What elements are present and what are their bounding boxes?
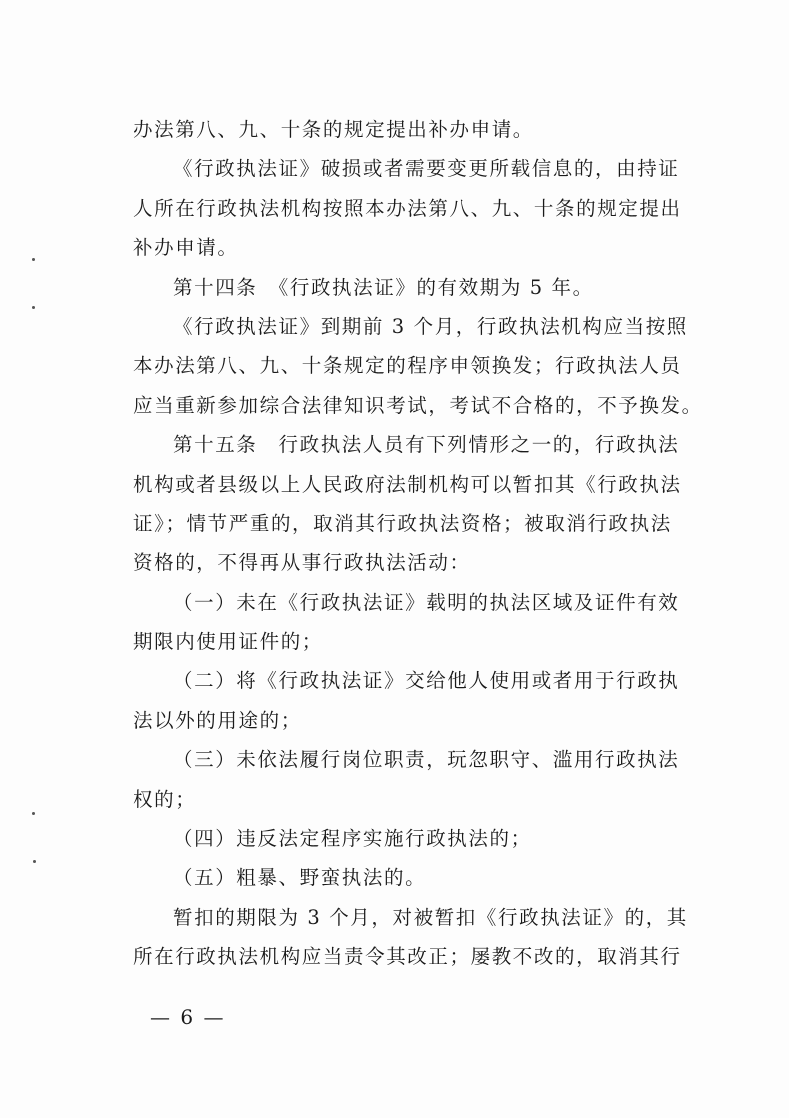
list-item-3: （三）未依法履行岗位职责，玩忽职守、滥用行政执法 (173, 748, 680, 772)
scan-speck (32, 306, 35, 309)
text-line: 所在行政执法机构应当责令其改正；屡教不改的，取消其行 (133, 945, 682, 969)
text-line: 《行政执法证》破损或者需要变更所载信息的，由持证 (173, 157, 680, 181)
scan-speck (32, 812, 35, 815)
scan-speck (33, 860, 36, 863)
text-line: 人所在行政执法机构按照本办法第八、九、十条的规定提出 (133, 196, 682, 220)
text-line: 《行政执法证》到期前 3 个月，行政执法机构应当按照 (173, 314, 688, 338)
article-14-heading-line: 第十四条 《行政执法证》的有效期为 5 年。 (173, 275, 594, 299)
text-line: 期限内使用证件的； (133, 630, 323, 654)
text-line: 资格的，不得再从事行政执法活动： (133, 551, 471, 575)
list-item-2: （二）将《行政执法证》交给他人使用或者用于行政执 (173, 669, 680, 693)
text-line: 证》；情节严重的，取消其行政执法资格；被取消行政执法 (133, 511, 672, 535)
list-item-4: （四）违反法定程序实施行政执法的； (173, 827, 532, 851)
text-line: 本办法第八、九、十条规定的程序申领换发；行政执法人员 (133, 354, 682, 378)
list-item-5: （五）粗暴、野蛮执法的。 (173, 866, 427, 890)
text-line: 暂扣的期限为 3 个月，对被暂扣《行政执法证》的，其 (173, 905, 688, 929)
text-line: 办法第八、九、十条的规定提出补办申请。 (133, 118, 534, 141)
article-15-heading-line: 第十五条 行政执法人员有下列情形之一的，行政执法 (173, 433, 680, 457)
list-item-1: （一）未在《行政执法证》载明的执法区域及证件有效 (173, 590, 680, 614)
text-line: 权的； (133, 787, 197, 811)
scan-speck (32, 258, 35, 261)
text-line: 应当重新参加综合法律知识考试，考试不合格的，不予换发。 (133, 393, 703, 417)
text-line: 补办申请。 (133, 236, 239, 260)
text-line: 机构或者县级以上人民政府法制机构可以暂扣其《行政执法 (133, 472, 682, 496)
page-number: — 6 — (150, 1005, 226, 1029)
text-line: 法以外的用途的； (133, 708, 302, 732)
document-body (133, 110, 703, 977)
